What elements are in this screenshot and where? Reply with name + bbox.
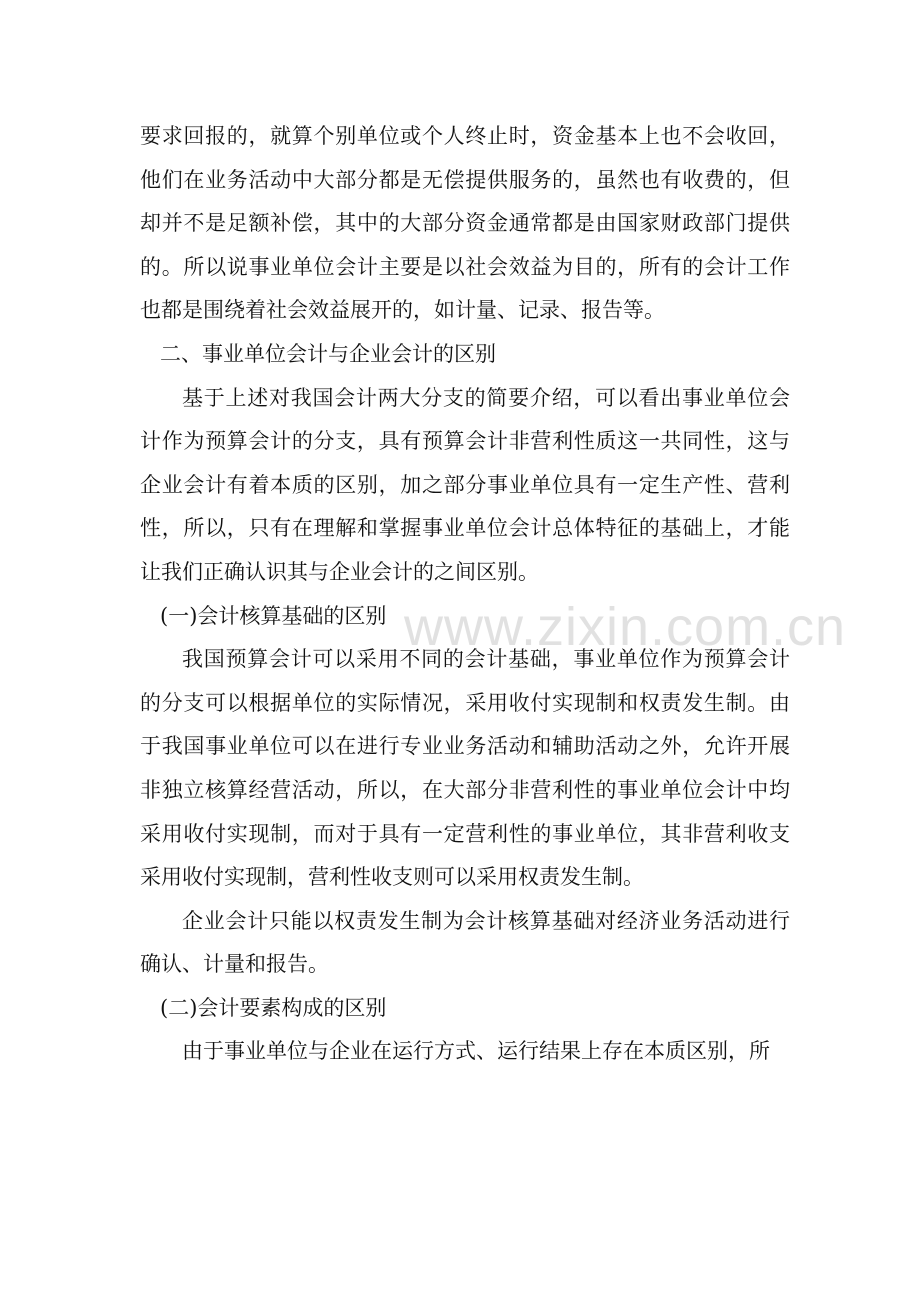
subsection-heading-1: (一)会计核算基础的区别 <box>160 603 387 628</box>
paragraph-continuation: 要求回报的，就算个别单位或个人终止时，资金基本上也不会收回，他们在业务活动中大部分都是无偿提供服务的，虽然也有收费的，但却并不是足额补偿，其中的大部分资金通常都是由国家财政部门提供的。所以说事业单位会计主要是以社会效益为目的，所有的会计工作也都是围绕着社会效益展开的，如计量、记录、报告等。 <box>140 124 790 323</box>
paragraph-accounting-basis: 我国预算会计可以采用不同的会计基础，事业单位作为预算会计的分支可以根据单位的实际情况，采用收付实现制和权责发生制。由于我国事业单位可以在进行专业业务活动和辅助活动之外，允许开展非独立核算经营活动，所以，在大部分非营利性的事业单位会计中均采用收付实现制，而对于具有一定营利性的事业单位，其非营利收支采用收付实现制，营利性收支则可以采用权责发生制。 <box>140 647 790 890</box>
watermark: www.zixin.com.cn <box>404 597 847 657</box>
subsection-heading-2: (二)会计要素构成的区别 <box>160 995 387 1020</box>
section-heading-2: 二、事业单位会计与企业会计的区别 <box>160 341 496 366</box>
paragraph-intro: 基于上述对我国会计两大分支的简要介绍，可以看出事业单位会计作为预算会计的分支，具有预算会计非营利性质这一共同性，这与企业会计有着本质的区别，加之部分事业单位具有一定生产性、营利性，所以，只有在理解和掌握事业单位会计总体特征的基础上，才能让我们正确认识其与企业会计的之间区别。 <box>140 385 790 584</box>
document-body <box>140 115 790 1074</box>
paragraph-enterprise-basis: 企业会计只能以权责发生制为会计核算基础对经济业务活动进行确认、计量和报告。 <box>140 908 790 977</box>
paragraph-elements: 由于事业单位与企业在运行方式、运行结果上存在本质区别，所 <box>182 1039 770 1064</box>
